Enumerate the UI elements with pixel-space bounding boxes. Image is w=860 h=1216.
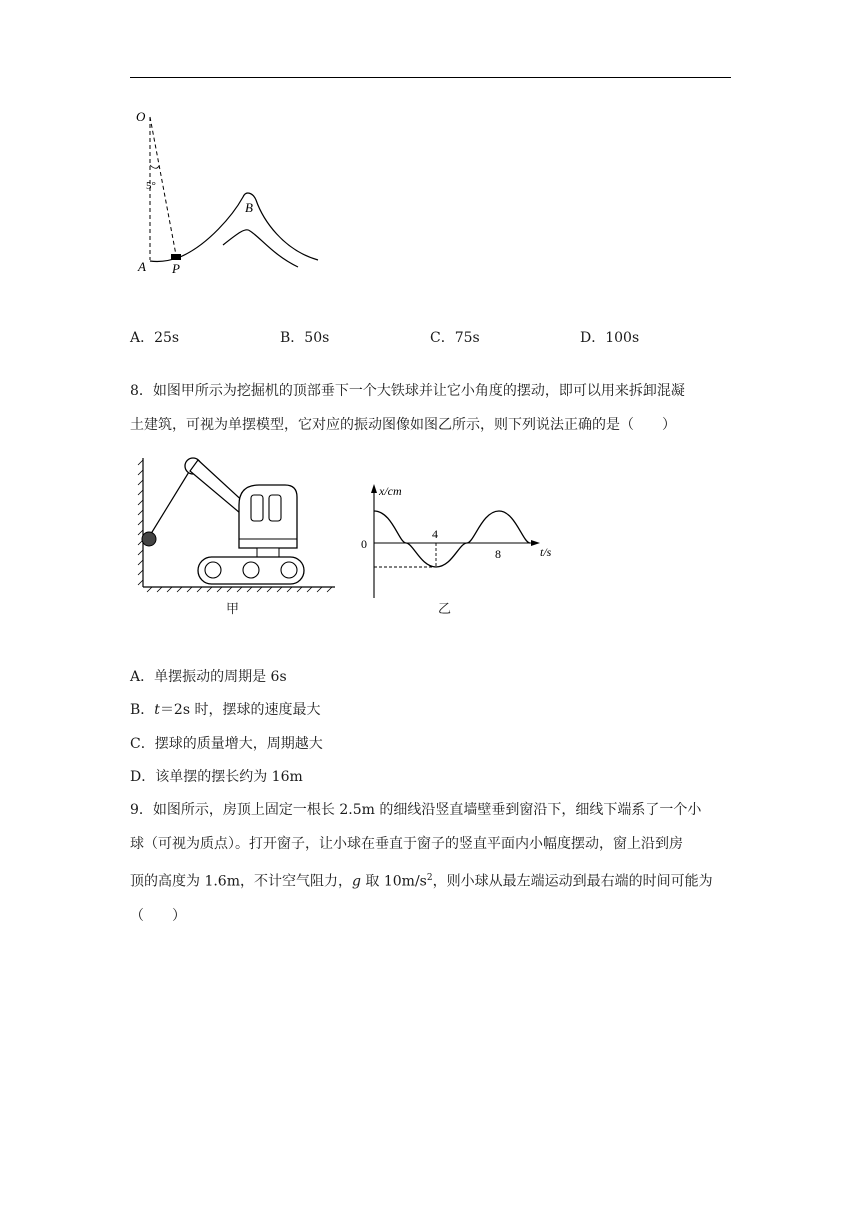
oscillation-curve (374, 511, 530, 567)
q8-option-d: D．该单摆的摆长约为 16m (130, 769, 303, 785)
q7-option-b: B．50s (280, 330, 330, 346)
q9-line-3 (130, 861, 740, 899)
q8-line-1: 8．如图甲所示为挖掘机的顶部垂下一个大铁球并让它小角度的摆动，即可以用来拆卸混凝 (130, 383, 685, 399)
q8-option-b (130, 699, 320, 719)
wrecking-ball (142, 532, 156, 546)
label-a: A (138, 259, 146, 274)
q8-stem (130, 374, 740, 442)
q9-line-1: 9．如图所示，房顶上固定一根长 2.5m 的细线沿竖直墙壁垂到窗沿下，细线下端系了一个小 (130, 802, 702, 818)
caption-jia: 甲 (226, 602, 240, 617)
origin-label: 0 (361, 537, 367, 551)
q7-options (130, 327, 750, 347)
q9-stem (130, 793, 740, 933)
cab-window-right (269, 495, 281, 521)
track-wheel-right (281, 562, 297, 578)
caption-yi: 乙 (438, 602, 452, 617)
label-p: P (172, 261, 180, 276)
excavator-figure (135, 453, 345, 593)
q8-option-b-var: t (154, 702, 160, 718)
q9-exponent: 2 (426, 873, 433, 883)
q8-option-b-rest: ＝2s 时，摆球的速度最大 (159, 702, 321, 718)
hill-inner-curve (223, 230, 298, 267)
q9-line-3-c: ，则小球从最左端运动到最右端的时间可能为 (432, 873, 713, 890)
q9-line-2: 球（可视为质点）。打开窗子，让小球在垂直于窗子的竖直平面内小幅度摆动，窗上沿到房 (130, 836, 683, 852)
cab-window-left (251, 495, 263, 521)
q9-g-var: g (352, 873, 361, 890)
angle-arc (150, 165, 159, 168)
ground-hatching (147, 587, 332, 592)
header-rule (130, 77, 731, 78)
tick-label-4: 4 (432, 527, 438, 541)
vibration-graph (355, 478, 570, 603)
track-wheel-middle (243, 562, 259, 578)
q8-option-a: A．单摆振动的周期是 6s (130, 669, 287, 685)
q7-option-c: C．75s (430, 330, 480, 346)
q9-line-4: （ ） (130, 907, 186, 924)
label-b: B (245, 200, 253, 215)
x-axis-arrow (531, 540, 540, 546)
track-wheel-left (205, 562, 221, 578)
pendulum-hill-figure (128, 105, 328, 285)
label-angle: 5° (146, 180, 156, 192)
q9-line-3-b: 取 10m/s (360, 873, 427, 890)
cab-support (257, 548, 279, 557)
y-axis-label: x/cm (379, 484, 402, 498)
rope-line (149, 467, 192, 537)
label-o: O (136, 109, 146, 124)
q7-option-d: D．100s (580, 330, 640, 346)
y-axis-arrow (371, 484, 377, 493)
tick-label-8: 8 (495, 547, 501, 561)
q8-option-b-prefix: B． (130, 702, 155, 718)
q9-line-3-a: 顶的高度为 1.6m，不计空气阻力， (130, 873, 352, 890)
q7-option-a: A．25s (130, 330, 180, 346)
x-axis-label: t/s (540, 545, 552, 559)
wall-hatching (138, 460, 143, 585)
block-p (171, 254, 181, 260)
q8-line-2: 土建筑，可视为单摆模型，它对应的振动图像如图乙所示，则下列说法正确的是（ ） (130, 417, 676, 433)
q8-option-c: C．摆球的质量增大，周期越大 (130, 736, 323, 752)
